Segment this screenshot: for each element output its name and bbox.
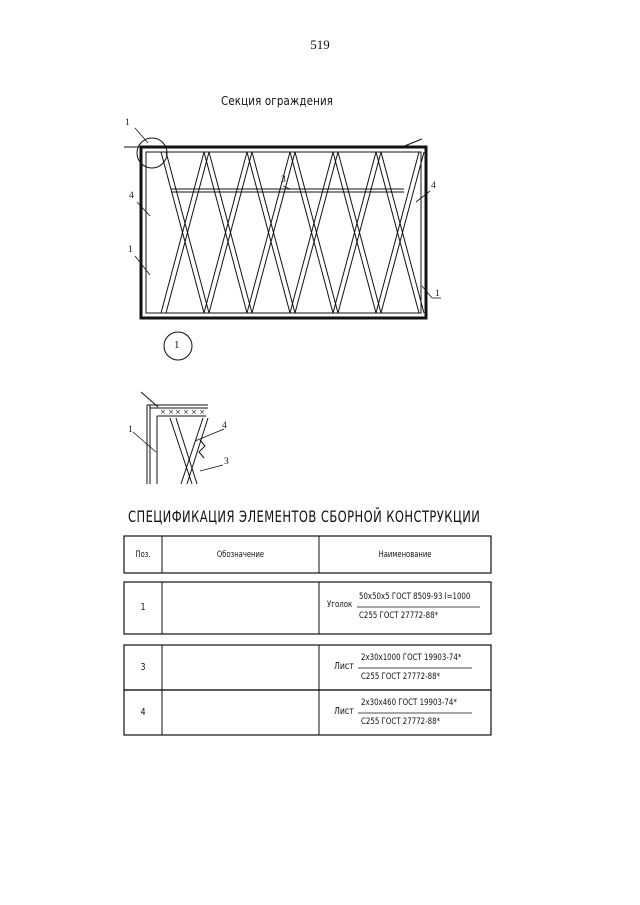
row-3-line1: 2x30x1000 ГОСТ 19903-74*	[361, 653, 462, 663]
page-number: 519	[310, 37, 330, 52]
svg-text:× ×: × ×	[160, 408, 174, 416]
row-4-line1: 2x30x460 ГОСТ 19903-74*	[361, 698, 457, 708]
row-1-kind: Уголок	[327, 600, 353, 610]
row-4-line2: С255 ГОСТ 27772-88*	[361, 717, 441, 727]
diagonal-lattice	[161, 152, 424, 313]
row-1-line2: С255 ГОСТ 27772-88*	[359, 611, 439, 621]
header-pos: Поз.	[135, 550, 151, 560]
detail-callout-4: 4	[222, 421, 227, 431]
spec-title: СПЕЦИФИКАЦИЯ ЭЛЕМЕНТОВ СБОРНОЙ КОНСТРУКЦИИ	[128, 507, 481, 526]
detail-1-drawing	[141, 392, 208, 484]
row-3-kind: Лист	[334, 661, 354, 672]
callout-1-right: 1	[435, 289, 440, 299]
header-designation: Обозначение	[216, 550, 265, 560]
row-4-pos: 4	[140, 707, 146, 718]
row-3-pos: 3	[140, 662, 146, 673]
callout-3-center: 3	[281, 175, 286, 185]
row-1-pos: 1	[140, 602, 146, 613]
detail-callout-1: 1	[128, 425, 133, 435]
svg-text:× ×: × ×	[175, 408, 189, 416]
detail-circle-number: 1	[174, 339, 180, 351]
detail-callout-3: 3	[224, 457, 229, 467]
svg-text:× ×: × ×	[191, 408, 205, 416]
callout-4-left: 4	[129, 191, 134, 201]
section-title: Секция ограждения	[221, 93, 334, 108]
row-1-line1: 50x50x5 ГОСТ 8509-93 l=1000	[359, 592, 471, 602]
callout-1-top: 1	[125, 118, 130, 128]
header-name: Наименование	[378, 550, 432, 560]
callout-4-right: 4	[431, 181, 436, 191]
weld-marks	[160, 408, 205, 416]
row-3-line2: С255 ГОСТ 27772-88*	[361, 672, 441, 682]
callout-1-left: 1	[128, 245, 133, 255]
row-4-kind: Лист	[334, 706, 354, 717]
